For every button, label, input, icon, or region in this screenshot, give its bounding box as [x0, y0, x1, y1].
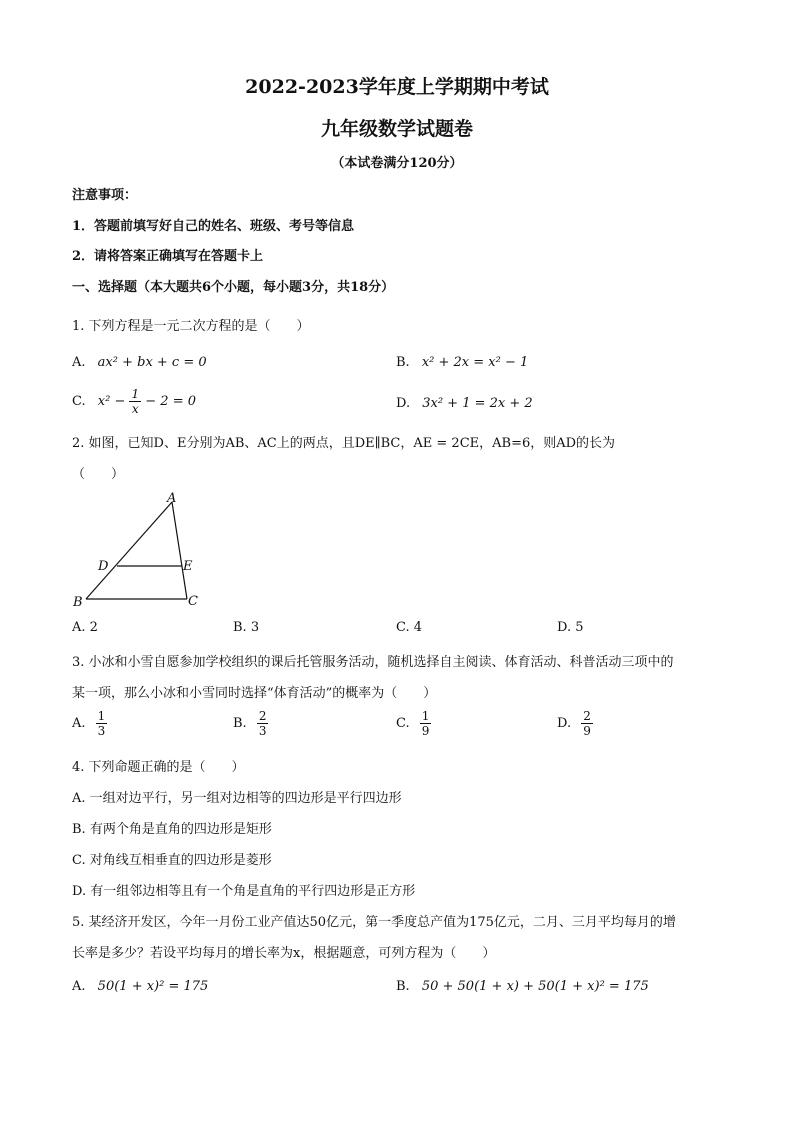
q1-option-c-fraction	[129, 388, 141, 415]
q3-option-c-fraction	[420, 710, 432, 737]
notes-heading: 注意事项：	[72, 188, 138, 203]
q3-option-c-label: C.	[396, 716, 410, 731]
q3-stem-line-2: 某一项，那么小冰和小雪同时选择“体育活动”的概率为（ ）	[72, 686, 437, 701]
q2-option-d: D. 5	[557, 620, 584, 635]
q4-option-d: D. 有一组邻边相等且有一个角是直角的平行四边形是正方形	[72, 884, 416, 899]
exam-title: 2022-2023学年度上学期期中考试	[245, 76, 549, 98]
q5-option-b-label: B.	[396, 979, 410, 994]
q5-option-a	[72, 979, 208, 994]
q3-option-c	[396, 710, 431, 737]
label-point-e: E	[183, 559, 193, 574]
q5-option-b	[396, 979, 649, 994]
q1-option-c-post: − 2 = 0	[145, 394, 196, 409]
q5-stem-line-2: 长率是多少？若设平均每月的增长率为x，根据题意，可列方程为（ ）	[72, 946, 496, 961]
segment-ac	[172, 502, 187, 599]
q3-option-c-numerator: 1	[421, 709, 430, 723]
q4-option-c: C. 对角线互相垂直的四边形是菱形	[72, 853, 272, 868]
q1-option-d-label: D.	[396, 396, 411, 411]
q4-option-b: B. 有两个角是直角的四边形是矩形	[72, 822, 272, 837]
q1-option-d	[396, 396, 533, 411]
label-point-c: C	[188, 594, 198, 609]
label-point-b: B	[73, 595, 83, 610]
q1-option-a-label: A.	[72, 355, 86, 370]
q1-option-b-label: B.	[396, 355, 410, 370]
q1-option-b	[396, 355, 528, 370]
q3-option-a-denominator: 3	[97, 724, 106, 738]
score-note: （本试卷满分120分）	[331, 156, 463, 171]
q3-option-c-denominator: 9	[421, 724, 430, 738]
notes-item-2: 2．请将答案正确填写在答题卡上	[72, 249, 264, 264]
q3-option-b-denominator: 3	[258, 724, 267, 738]
q1-option-c-numerator: 1	[131, 387, 140, 401]
q3-option-b-numerator: 2	[258, 709, 267, 723]
q3-stem-line-1: 3. 小冰和小雪自愿参加学校组织的课后托管服务活动，随机选择自主阅读、体育活动、科普活动三项中的	[72, 655, 674, 670]
q2-option-a: A. 2	[72, 620, 98, 635]
q3-option-d-label: D.	[557, 716, 572, 731]
q1-option-a	[72, 355, 207, 370]
segment-ab	[86, 502, 172, 599]
q2-option-b: B. 3	[233, 620, 260, 635]
q1-option-a-text: ax² + bx + c = 0	[97, 355, 207, 370]
q1-option-c	[72, 388, 196, 415]
q5-option-a-label: A.	[72, 979, 86, 994]
q5-option-a-text: 50(1 + x)² = 175	[97, 979, 209, 994]
q3-option-b-fraction	[257, 710, 269, 737]
q1-option-b-text: x² + 2x = x² − 1	[421, 355, 529, 370]
q3-option-d	[557, 710, 593, 737]
q3-option-b	[233, 710, 268, 737]
q3-option-d-numerator: 2	[583, 709, 591, 723]
q1-option-c-pre: x² −	[97, 394, 126, 409]
q1-option-d-text: 3x² + 1 = 2x + 2	[422, 396, 533, 411]
q3-option-d-denominator: 9	[583, 724, 591, 738]
notes-item-1: 1．答题前填写好自己的姓名、班级、考号等信息	[72, 219, 355, 234]
q2-option-c: C. 4	[396, 620, 423, 635]
q3-option-a-fraction	[96, 710, 108, 737]
q3-option-a	[72, 710, 107, 737]
label-point-a: A	[167, 491, 177, 506]
q2-stem-line-1: 2. 如图，已知D、E分别为AB、AC上的两点，且DE∥BC，AE = 2CE，AB=6，则AD的长为	[72, 436, 616, 451]
q1-stem: 1. 下列方程是一元二次方程的是（ ）	[72, 319, 310, 334]
q5-option-b-text: 50 + 50(1 + x) + 50(1 + x)² = 175	[421, 979, 649, 994]
q3-option-d-fraction	[581, 710, 593, 737]
exam-subtitle: 九年级数学试题卷	[320, 118, 473, 140]
q2-stem-line-2: （ ）	[72, 467, 125, 482]
section-1-heading: 一、选择题（本大题共6个小题，每小题3分，共18分）	[72, 280, 395, 295]
q4-option-a: A. 一组对边平行，另一组对边相等的四边形是平行四边形	[72, 791, 402, 806]
label-point-d: D	[98, 559, 109, 574]
q3-option-a-label: A.	[72, 716, 86, 731]
q3-option-a-numerator: 1	[97, 709, 106, 723]
q1-option-c-denominator: x	[131, 402, 139, 416]
q4-stem: 4. 下列命题正确的是（ ）	[72, 760, 245, 775]
triangle-figure	[66, 486, 216, 612]
q1-option-c-label: C.	[72, 394, 86, 409]
q5-stem-line-1: 5. 某经济开发区，今年一月份工业产值达50亿元，第一季度总产值为175亿元，二月、三月平均每月的增	[72, 915, 676, 930]
q3-option-b-label: B.	[233, 716, 247, 731]
